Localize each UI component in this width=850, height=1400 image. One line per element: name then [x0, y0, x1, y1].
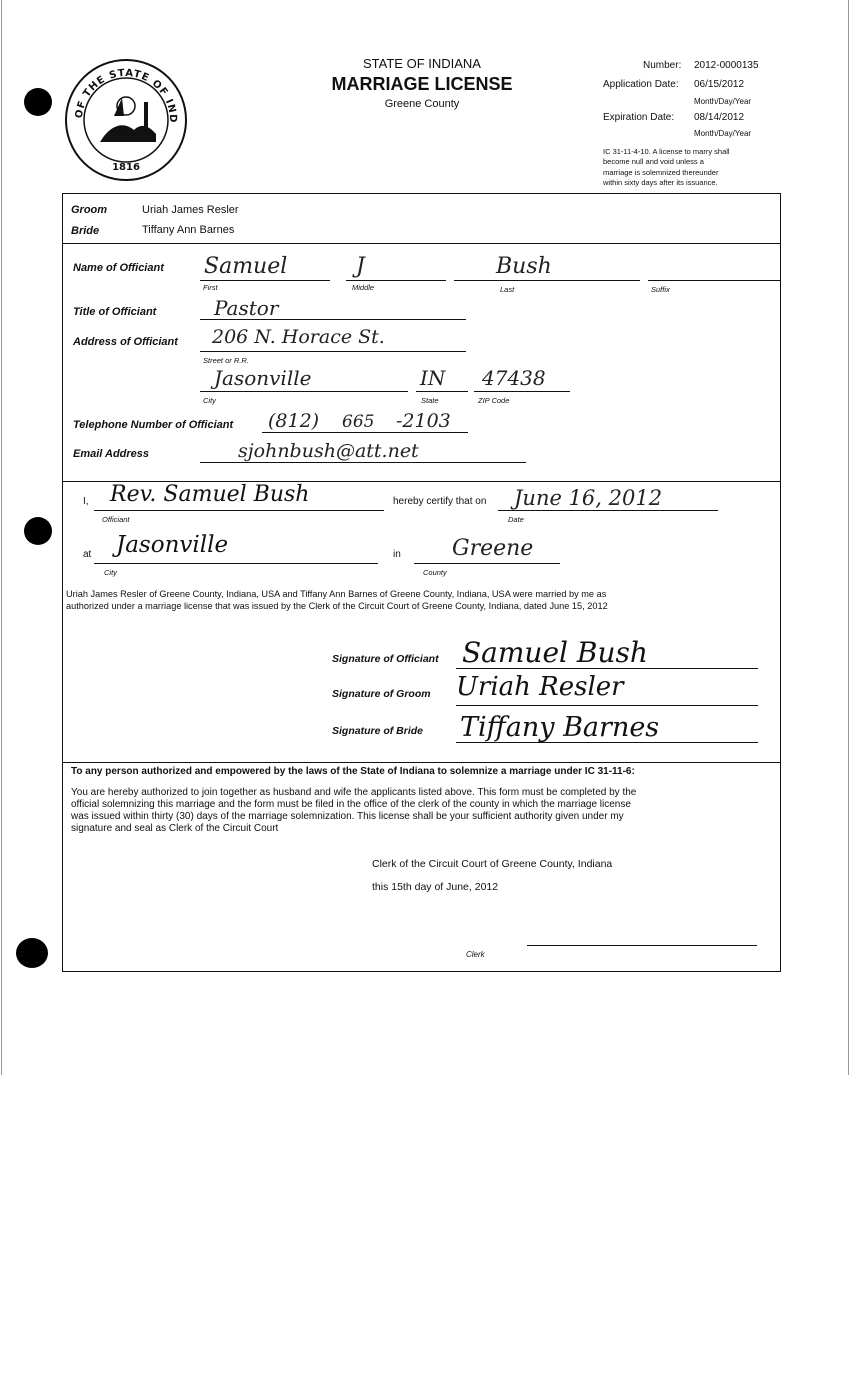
cert-date-caption: Date — [508, 515, 524, 524]
bride-signature: Tiffany Barnes — [460, 712, 660, 743]
application-date-format: Month/Day/Year — [694, 97, 752, 106]
ic-note-line-3: marriage is solemnized thereunder — [603, 168, 719, 177]
officiant-first-name: Samuel — [204, 254, 288, 279]
officiant-title: Pastor — [214, 296, 279, 320]
first-name-line — [200, 280, 330, 281]
officiant-last-name: Bush — [496, 254, 552, 279]
scan-edge-left — [1, 0, 2, 1075]
punch-hole-middle — [24, 517, 52, 545]
cert-certify-text: hereby certify that on — [393, 496, 487, 507]
clerk-caption: Clerk — [466, 950, 485, 959]
officiant-middle-initial: J — [356, 254, 365, 279]
suffix-line — [648, 280, 780, 281]
state-line — [416, 391, 468, 392]
cert-city-caption: City — [104, 568, 117, 577]
phone-line — [262, 432, 468, 433]
zip-caption: ZIP Code — [478, 396, 510, 405]
officiant-street: 206 N. Horace St. — [212, 326, 385, 348]
officiant-name-label: Name of Officiant — [73, 262, 164, 274]
ic-note-line-1: IC 31-11-4-10. A license to marry shall — [603, 147, 730, 156]
groom-label: Groom — [71, 204, 108, 216]
cert-officiant-line — [94, 510, 384, 511]
officiant-address-label: Address of Officiant — [73, 336, 178, 348]
officiant-title-label: Title of Officiant — [73, 306, 157, 318]
officiant-city: Jasonville — [214, 366, 312, 390]
last-name-line — [454, 280, 640, 281]
cert-county: Greene — [452, 536, 534, 561]
officiant-phone-area: (812) — [268, 410, 320, 432]
application-date-label: Application Date: — [603, 79, 679, 90]
cert-city: Jasonville — [116, 532, 229, 558]
cert-in-label: in — [393, 549, 401, 560]
ic-note-line-4: within sixty days after its issuance. — [603, 178, 718, 187]
cert-date: June 16, 2012 — [514, 486, 663, 510]
license-number: 2012-0000135 — [694, 60, 759, 71]
punch-hole-top — [24, 88, 52, 116]
county-name: Greene County — [384, 98, 460, 110]
auth-body-line-2: official solemnizing this marriage and the form must be filed in the office of the clerk of the county in which the marriage license — [71, 799, 631, 810]
bride-name: Tiffany Ann Barnes — [142, 224, 235, 236]
city-caption: City — [203, 396, 216, 405]
cert-date-line — [498, 510, 718, 511]
officiant-zip: 47438 — [482, 366, 546, 390]
groom-signature-label: Signature of Groom — [332, 688, 431, 700]
middle-caption: Middle — [352, 283, 375, 292]
title-line — [200, 319, 466, 320]
cert-statement-line-1: Uriah James Resler of Greene County, Indiana, USA and Tiffany Ann Barnes of Greene County, Indiana, USA were married by me as — [66, 589, 607, 599]
number-label: Number: — [643, 60, 682, 71]
page-title: MARRIAGE LICENSE — [331, 74, 513, 94]
form-right-border — [780, 193, 781, 971]
auth-body-line-4: signature and seal as Clerk of the Circuit Court — [71, 823, 279, 834]
clerk-signature-line — [527, 945, 757, 946]
form-top-border — [62, 193, 781, 194]
email-line — [200, 462, 526, 463]
ic-note-line-2: become null and void unless a — [603, 157, 704, 166]
cert-city-line — [94, 563, 378, 564]
cert-officiant-signature: Rev. Samuel Bush — [110, 482, 310, 507]
officiant-signature-label: Signature of Officiant — [332, 653, 439, 665]
auth-body-line-3: was issued within thirty (30) days of the marriage solemnization. This license shall be your sufficient authority given under my — [71, 811, 624, 822]
cert-county-line — [414, 563, 560, 564]
zip-line — [474, 391, 570, 392]
cert-at-label: at — [83, 549, 92, 560]
officiant-phone-prefix: 665 — [342, 412, 375, 432]
last-caption: Last — [500, 285, 515, 294]
expiration-date-format: Month/Day/Year — [694, 129, 752, 138]
state-name: STATE OF INDIANA — [363, 56, 481, 71]
officiant-phone-line: -2103 — [396, 410, 451, 432]
seal-text: OF THE STATE OF IND — [73, 67, 179, 124]
officiant-email-label: Email Address — [73, 448, 150, 460]
street-caption: Street or R.R. — [203, 356, 249, 365]
auth-top-border — [62, 762, 781, 763]
parties-side-line-1 — [648, 243, 718, 244]
first-caption: First — [203, 283, 218, 292]
seal-year: 1816 — [112, 162, 140, 173]
application-date: 06/15/2012 — [694, 79, 745, 90]
middle-name-line — [346, 280, 446, 281]
cert-statement-line-2: authorized under a marriage license that was issued by the Clerk of the Circuit Court of Greene County, Indiana, dated June 15, 2012 — [66, 601, 608, 611]
auth-body-line-1: You are hereby authorized to join together as husband and wife the applicants listed above. This form must be completed by the — [71, 787, 637, 798]
bride-label: Bride — [71, 225, 100, 237]
officiant-phone-label: Telephone Number of Officiant — [73, 419, 234, 431]
groom-signature-line — [456, 705, 758, 706]
clerk-date-line: this 15th day of June, 2012 — [372, 881, 499, 893]
cert-i-label: I, — [83, 496, 89, 507]
groom-signature: Uriah Resler — [456, 672, 624, 702]
state-seal — [64, 58, 188, 182]
officiant-email: sjohnbush@att.net — [238, 440, 419, 462]
expiration-date: 08/14/2012 — [694, 112, 745, 123]
expiration-date-label: Expiration Date: — [603, 112, 675, 123]
bride-signature-line — [456, 742, 758, 743]
street-line — [200, 351, 466, 352]
suffix-caption: Suffix — [651, 285, 670, 294]
clerk-court-line: Clerk of the Circuit Court of Greene County, Indiana — [372, 858, 613, 870]
cert-officiant-caption: Officiant — [102, 515, 130, 524]
cert-county-caption: County — [423, 568, 447, 577]
officiant-signature-line — [456, 668, 758, 669]
city-line — [200, 391, 408, 392]
punch-hole-bottom — [16, 938, 48, 968]
officiant-state: IN — [420, 366, 446, 390]
officiant-signature: Samuel Bush — [462, 636, 648, 669]
auth-heading: To any person authorized and empowered by the laws of the State of Indiana to solemnize a marriage under IC 31-11-6: — [71, 766, 635, 777]
state-caption: State — [421, 396, 439, 405]
form-bottom-border — [62, 971, 781, 972]
bride-signature-label: Signature of Bride — [332, 725, 424, 737]
scan-edge-right — [848, 0, 849, 1075]
form-left-border — [62, 193, 63, 971]
groom-name: Uriah James Resler — [142, 204, 239, 216]
